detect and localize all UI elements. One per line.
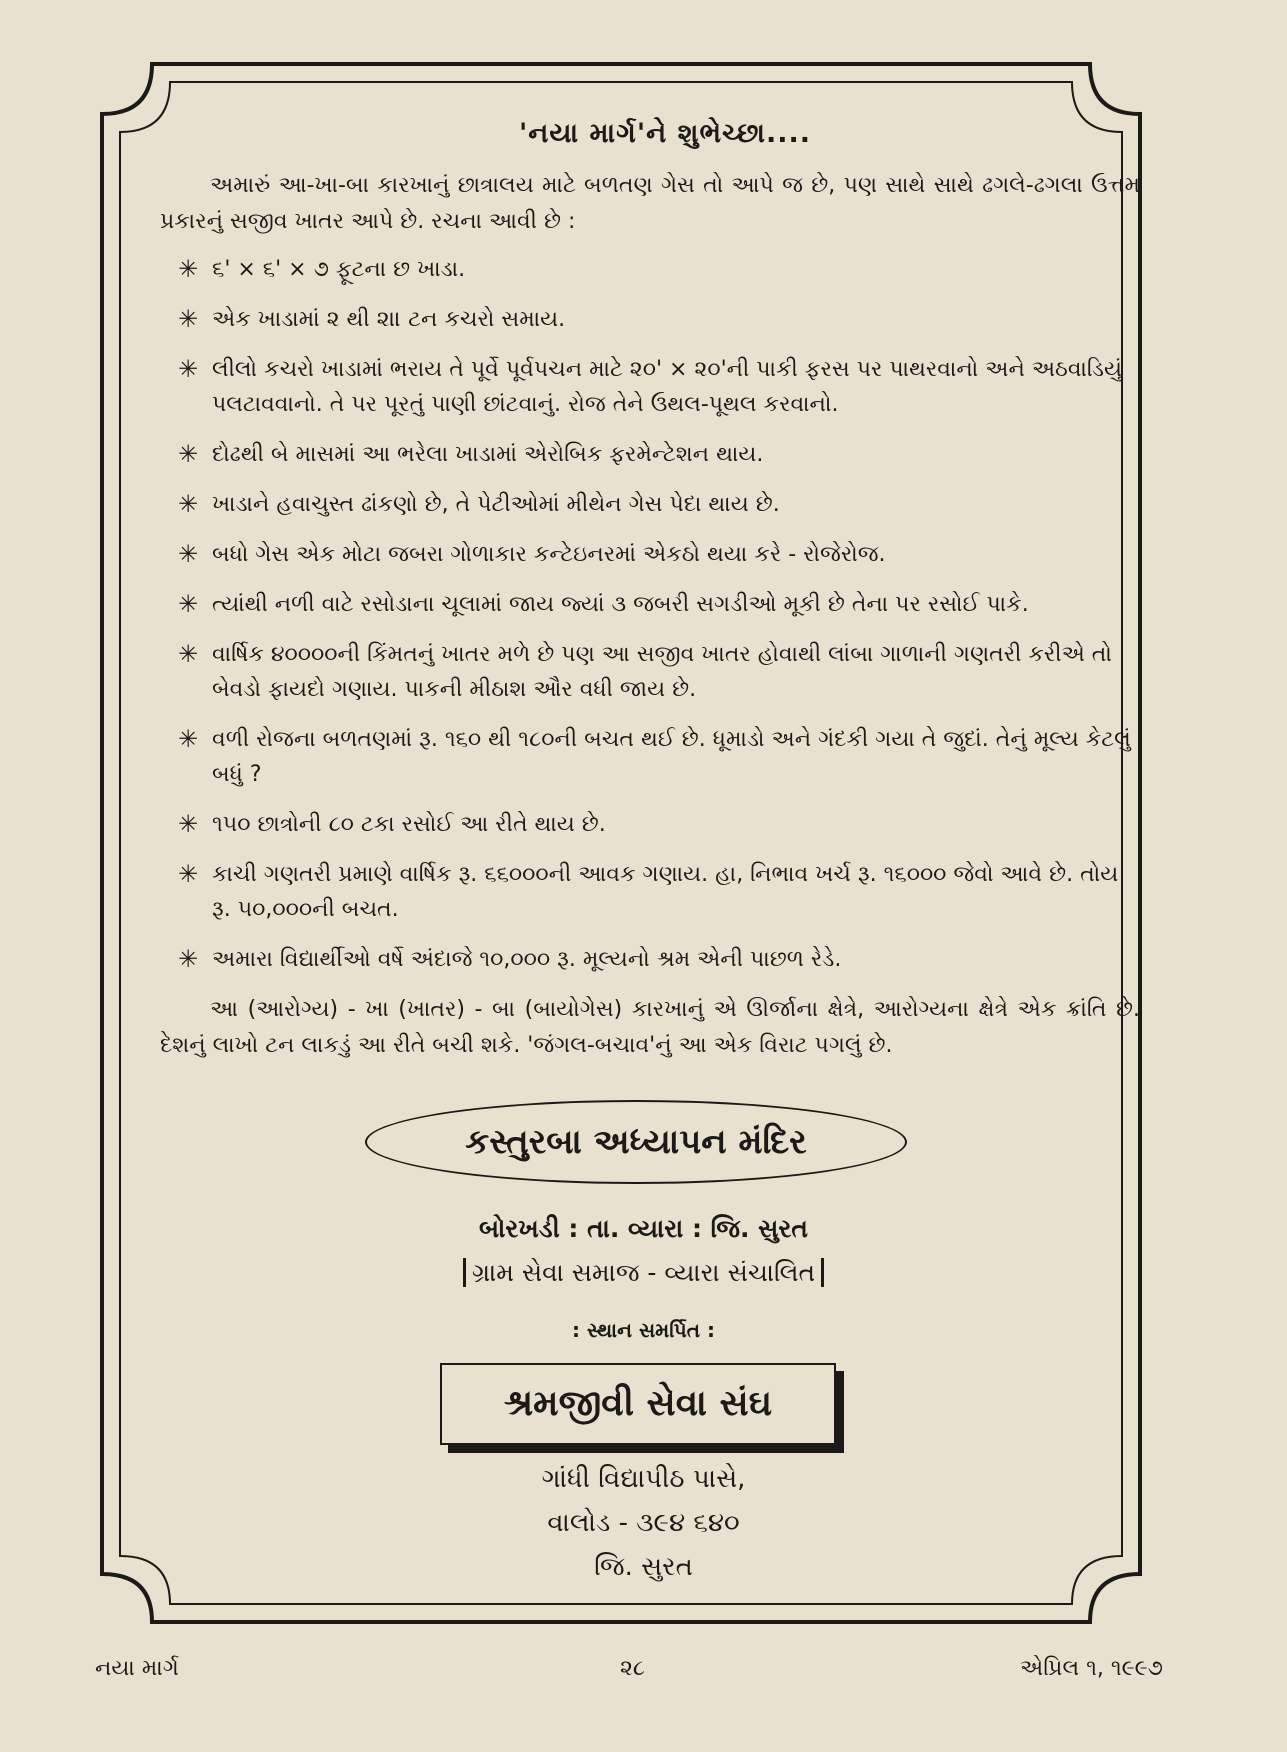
article-title: 'નયા માર્ગ'ને શુભેચ્છા.... bbox=[518, 118, 812, 149]
list-item-text: દોઢથી બે માસમાં આ ભરેલા ખાડામાં એરોબિક ફરમેન્ટેશન થાય. bbox=[212, 442, 764, 467]
article bbox=[160, 118, 1140, 1064]
sponsor-name-box bbox=[440, 1363, 836, 1445]
footer-magazine: નયા માર્ગ bbox=[95, 1656, 179, 1681]
institution-location: બોરખડી : તા. વ્યારા : જિ. સુરત bbox=[479, 1214, 808, 1243]
list-item bbox=[160, 302, 1140, 337]
list-item bbox=[160, 722, 1140, 792]
footer-date: એપ્રિલ ૧, ૧૯૯૭ bbox=[1020, 1656, 1163, 1681]
list-item bbox=[160, 437, 1140, 472]
list-item-text: ખાડાને હવાચુસ્ત ઢાંકણો છે, તે પેટીઓમાં મીથેન ગેસ પેદા થાય છે. bbox=[212, 492, 780, 517]
sponsor-address-line1: ગાંધી વિદ્યાપીઠ પાસે, bbox=[541, 1464, 746, 1494]
list-item-text: વાર્ષિક ૪૦૦૦૦ની કિંમતનું ખાતર મળે છે પણ આ સજીવ ખાતર હોવાથી લાંબા ગાળાની ગણતરી કરીએ તો બેવડો ફાયદો ગણાય. પાકની મીઠાશ ઔર વધી જાય છે. bbox=[212, 642, 1112, 702]
list-item-text: લીલો કચરો ખાડામાં ભરાય તે પૂર્વે પૂર્વપચન માટે ૨૦' × ૨૦'ની પાકી ફરસ પર પાથરવાનો અને અઠવાડિયું પલટાવવાનો. તે પર પૂરતું પાણી છાંટવાનું. રોજ તેને ઉથલ-પૂથલ કરવાનો. bbox=[212, 357, 1123, 417]
list-item bbox=[160, 807, 1140, 842]
institution-name-oval bbox=[365, 1100, 907, 1184]
list-item bbox=[160, 942, 1140, 977]
institution-name: કસ્તુરબા અધ્યાપન મંદિર bbox=[465, 1122, 807, 1162]
list-item-text: વળી રોજના બળતણમાં રૂ. ૧૬૦ થી ૧૮૦ની બચત થઈ છે. ધૂમાડો અને ગંદકી ગયા તે જુદાં. તેનું મૂલ્ય કેટલું બધું ? bbox=[212, 727, 1131, 787]
list-item-text: બધો ગેસ એક મોટા જબરા ગોળાકાર કન્ટેઇનરમાં એકઠો થયા કરે - રોજેરોજ. bbox=[212, 542, 886, 567]
list-item bbox=[160, 352, 1140, 422]
asterisk-bullet-icon: ✳ bbox=[178, 305, 199, 333]
feature-list bbox=[160, 252, 1140, 977]
list-item-text: એક ખાડામાં ૨ થી ૨॥ ટન કચરો સમાય. bbox=[212, 307, 566, 332]
footer-page-number: ૨૮ bbox=[620, 1656, 646, 1681]
sponsor-address-line3: જિ. સુરત bbox=[594, 1552, 693, 1582]
affiliation-text: ગ્રામ સેવા સમાજ - વ્યારા સંચાલિત bbox=[463, 1258, 824, 1287]
sponsor-name: શ્રમજીવી સેવા સંઘ bbox=[503, 1383, 773, 1424]
asterisk-bullet-icon: ✳ bbox=[178, 440, 199, 468]
asterisk-bullet-icon: ✳ bbox=[178, 945, 199, 973]
list-item bbox=[160, 587, 1140, 622]
institution-affiliation bbox=[0, 1258, 1287, 1288]
list-item bbox=[160, 487, 1140, 522]
asterisk-bullet-icon: ✳ bbox=[178, 490, 199, 518]
asterisk-bullet-icon: ✳ bbox=[178, 540, 199, 568]
asterisk-bullet-icon: ✳ bbox=[178, 640, 199, 668]
list-item-text: ૧૫૦ છાત્રોની ૮૦ ટકા રસોઈ આ રીતે થાય છે. bbox=[212, 812, 606, 837]
asterisk-bullet-icon: ✳ bbox=[178, 255, 199, 283]
list-item-text: ત્યાંથી નળી વાટે રસોડાના ચૂલામાં જાય જ્યાં ૩ જબરી સગડીઓ મૂકી છે તેના પર રસોઈ પાકે. bbox=[212, 592, 1029, 617]
list-item-text: ૬' × ૬' × ૭ ફૂટના છ ખાડા. bbox=[212, 257, 466, 282]
list-item bbox=[160, 857, 1140, 927]
list-item-text: અમારા વિદ્યાર્થીઓ વર્ષે અંદાજે ૧૦,૦૦૦ રૂ. મૂલ્યનો શ્રમ એની પાછળ રેડે. bbox=[212, 947, 842, 972]
sponsor-address-line2: વાલોડ - ૩૯૪ ૬૪૦ bbox=[547, 1508, 740, 1538]
list-item-text: કાચી ગણતરી પ્રમાણે વાર્ષિક રૂ. ૬૬૦૦૦ની આવક ગણાય. હા, નિભાવ ખર્ચ રૂ. ૧૬૦૦૦ જેવો આવે છે. તોય રૂ. ૫૦,૦૦૦ની બચત. bbox=[212, 862, 1119, 922]
asterisk-bullet-icon: ✳ bbox=[178, 355, 199, 383]
asterisk-bullet-icon: ✳ bbox=[178, 860, 199, 888]
list-item bbox=[160, 252, 1140, 287]
list-item bbox=[160, 637, 1140, 707]
closing-paragraph: આ (આરોગ્ય) - ખા (ખાતર) - બા (બાયોગેસ) કારખાનું એ ઊર્જાના ક્ષેત્રે, આરોગ્યના ક્ષેત્રે એક ક્રાંતિ છે. દેશનું લાખો ટન લાકડું આ રીતે બચી શકે. 'જંગલ-બચાવ'નું આ એક વિરાટ પગલું છે. bbox=[160, 997, 1140, 1058]
asterisk-bullet-icon: ✳ bbox=[178, 810, 199, 838]
asterisk-bullet-icon: ✳ bbox=[178, 725, 199, 753]
list-item bbox=[160, 537, 1140, 572]
asterisk-bullet-icon: ✳ bbox=[178, 590, 199, 618]
intro-paragraph: અમારું આ-ખા-બા કારખાનું છાત્રાલય માટે બળતણ ગેસ તો આપે જ છે, પણ સાથે સાથે ઢગલે-ઢગલા ઉત્તમ પ્રકારનું સજીવ ખાતર આપે છે. રચના આવી છે : bbox=[160, 173, 1140, 234]
sponsor-label: : સ્થાન સમર્પિત : bbox=[571, 1318, 715, 1342]
